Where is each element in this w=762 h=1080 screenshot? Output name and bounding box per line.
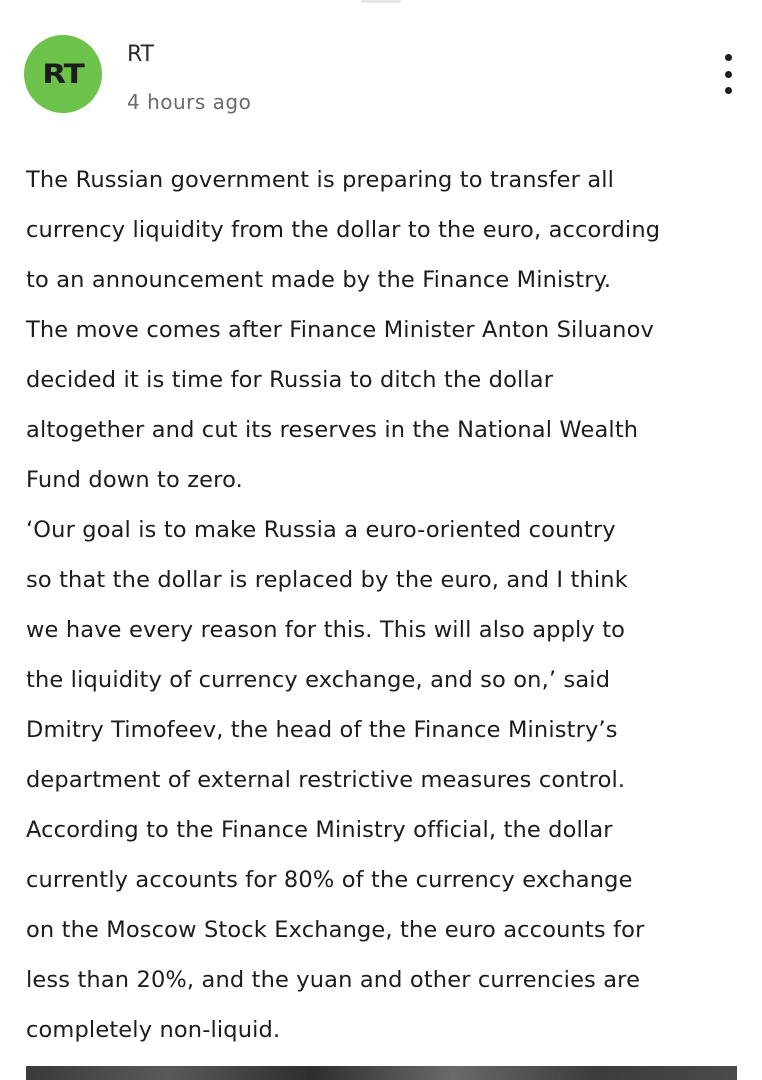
post-text-line: on the Moscow Stock Exchange, the euro accounts for bbox=[26, 917, 645, 943]
post-image[interactable] bbox=[26, 1066, 737, 1080]
post-text-line: The move comes after Finance Minister Anton Siluanov bbox=[26, 317, 654, 343]
post-text-line: so that the dollar is replaced by the euro, and I think bbox=[26, 567, 628, 593]
post-text-line: department of external restrictive measures control. bbox=[26, 767, 626, 793]
post-text-line: decided it is time for Russia to ditch the dollar bbox=[26, 367, 554, 393]
post-text-line: currency liquidity from the dollar to the euro, according bbox=[26, 217, 661, 243]
post-text-line: The Russian government is preparing to transfer all bbox=[26, 167, 615, 193]
post-text-line: the liquidity of currency exchange, and so on,’ said bbox=[26, 667, 611, 693]
rt-logo-icon: RT bbox=[42, 58, 84, 90]
post-timestamp: 4 hours ago bbox=[127, 90, 252, 114]
more-vertical-icon bbox=[725, 71, 732, 78]
post-text-line: we have every reason for this. This will also apply to bbox=[26, 617, 626, 643]
more-vertical-icon bbox=[725, 87, 732, 94]
channel-name[interactable]: RT bbox=[127, 42, 155, 67]
channel-avatar[interactable] bbox=[24, 35, 102, 113]
post-text-line: less than 20%, and the yuan and other currencies are bbox=[26, 967, 641, 993]
post-text bbox=[26, 155, 742, 1055]
post-text-line: Dmitry Timofeev, the head of the Finance Ministry’s bbox=[26, 717, 618, 743]
post-text-line: to an announcement made by the Finance Ministry. bbox=[26, 267, 612, 293]
post-text-line: Fund down to zero. bbox=[26, 467, 243, 493]
post-header bbox=[0, 0, 762, 140]
post-text-line: ‘Our goal is to make Russia a euro-oriented country bbox=[26, 517, 616, 543]
more-vertical-icon bbox=[725, 54, 732, 61]
post-text-line: currently accounts for 80% of the currency exchange bbox=[26, 867, 633, 893]
more-options-button[interactable] bbox=[712, 54, 744, 94]
post-text-line: altogether and cut its reserves in the National Wealth bbox=[26, 417, 639, 443]
post-text-line: completely non-liquid. bbox=[26, 1017, 281, 1043]
post-text-line: According to the Finance Ministry official, the dollar bbox=[26, 817, 613, 843]
